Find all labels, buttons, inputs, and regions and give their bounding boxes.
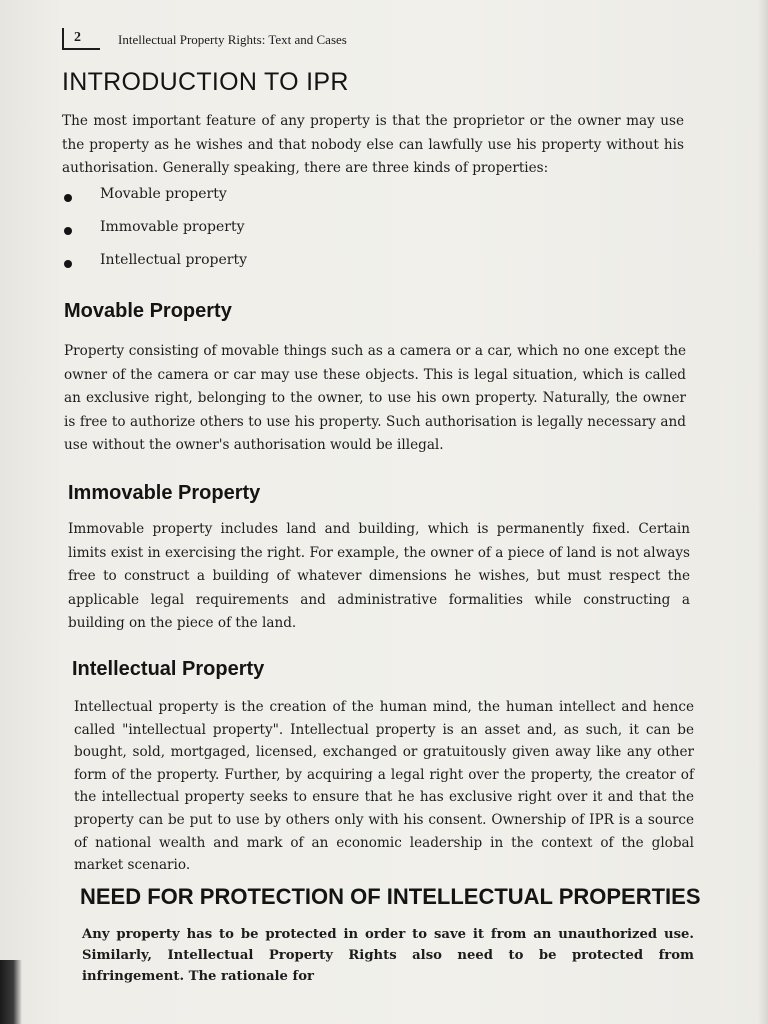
list-item-label: Intellectual property [100, 252, 248, 268]
heading-movable-property: Movable Property [64, 300, 232, 322]
bullet-icon [64, 260, 72, 268]
intellectual-paragraph: Intellectual property is the creation of the human mind, the human intellect and hence called "intellectual property". Intellectual property is an asset and, as such, it can be bought, sold, mortgaged, licensed, exchanged or gratuitously given away like any other form of the property. Further, by acquiring a legal right over the property, the creator of the intellectual property seeks to ensure that he has exclusive right over it and that the property can be put to use by others only with his consent. Ownership of IPR is a source of national wealth and mark of an economic leadership in the context of the global market scenario. [74, 699, 694, 874]
heading-immovable-property: Immovable Property [68, 482, 261, 504]
page-number-bracket [62, 28, 100, 50]
list-item [62, 186, 462, 219]
property-types-list [62, 186, 462, 285]
list-item-label: Movable property [100, 186, 227, 202]
heading-need-for-protection: NEED FOR PROTECTION OF INTELLECTUAL PROPERTIES [80, 884, 701, 909]
intro-paragraph: The most important feature of any property is that the proprietor or the owner may use the property as he wishes and that nobody else can lawfully use his property without his authorisation. Generally speaking, there are three kinds of properties: [62, 113, 684, 176]
list-item-label: Immovable property [100, 219, 245, 235]
running-head [62, 28, 702, 50]
heading-introduction: INTRODUCTION TO IPR [62, 68, 349, 96]
bullet-icon [64, 227, 72, 235]
immovable-paragraph: Immovable property includes land and building, which is permanently fixed. Certain limits exist in exercising the right. For example, the owner of a piece of land is not always free to construct a building of whatever dimensions he wishes, but must respect the applicable legal requirements and administrative formalities while constructing a building on the piece of the land. [68, 521, 690, 631]
page-fold-edge [758, 0, 768, 1024]
movable-paragraph: Property consisting of movable things such as a camera or a car, which no one except the owner of the camera or car may use these objects. This is legal situation, which is called an exclusive right, belonging to the owner, to use his own property. Naturally, the owner is free to authorize others to use his property. Such authorisation is legally necessary and use without the owner's authorisation would be illegal. [64, 343, 686, 453]
heading-intellectual-property: Intellectual Property [72, 658, 265, 680]
page-number: 2 [74, 30, 81, 45]
page-shadow-edge [0, 960, 22, 1024]
list-item [62, 219, 462, 252]
need-paragraph: Any property has to be protected in order to save it from an unauthorized use. Similarly, Intellectual Property Rights also need to be protected from infringement. The rationale for [82, 927, 694, 984]
bullet-icon [64, 194, 72, 202]
list-item [62, 252, 462, 285]
running-title: Intellectual Property Rights: Text and Cases [118, 32, 347, 47]
